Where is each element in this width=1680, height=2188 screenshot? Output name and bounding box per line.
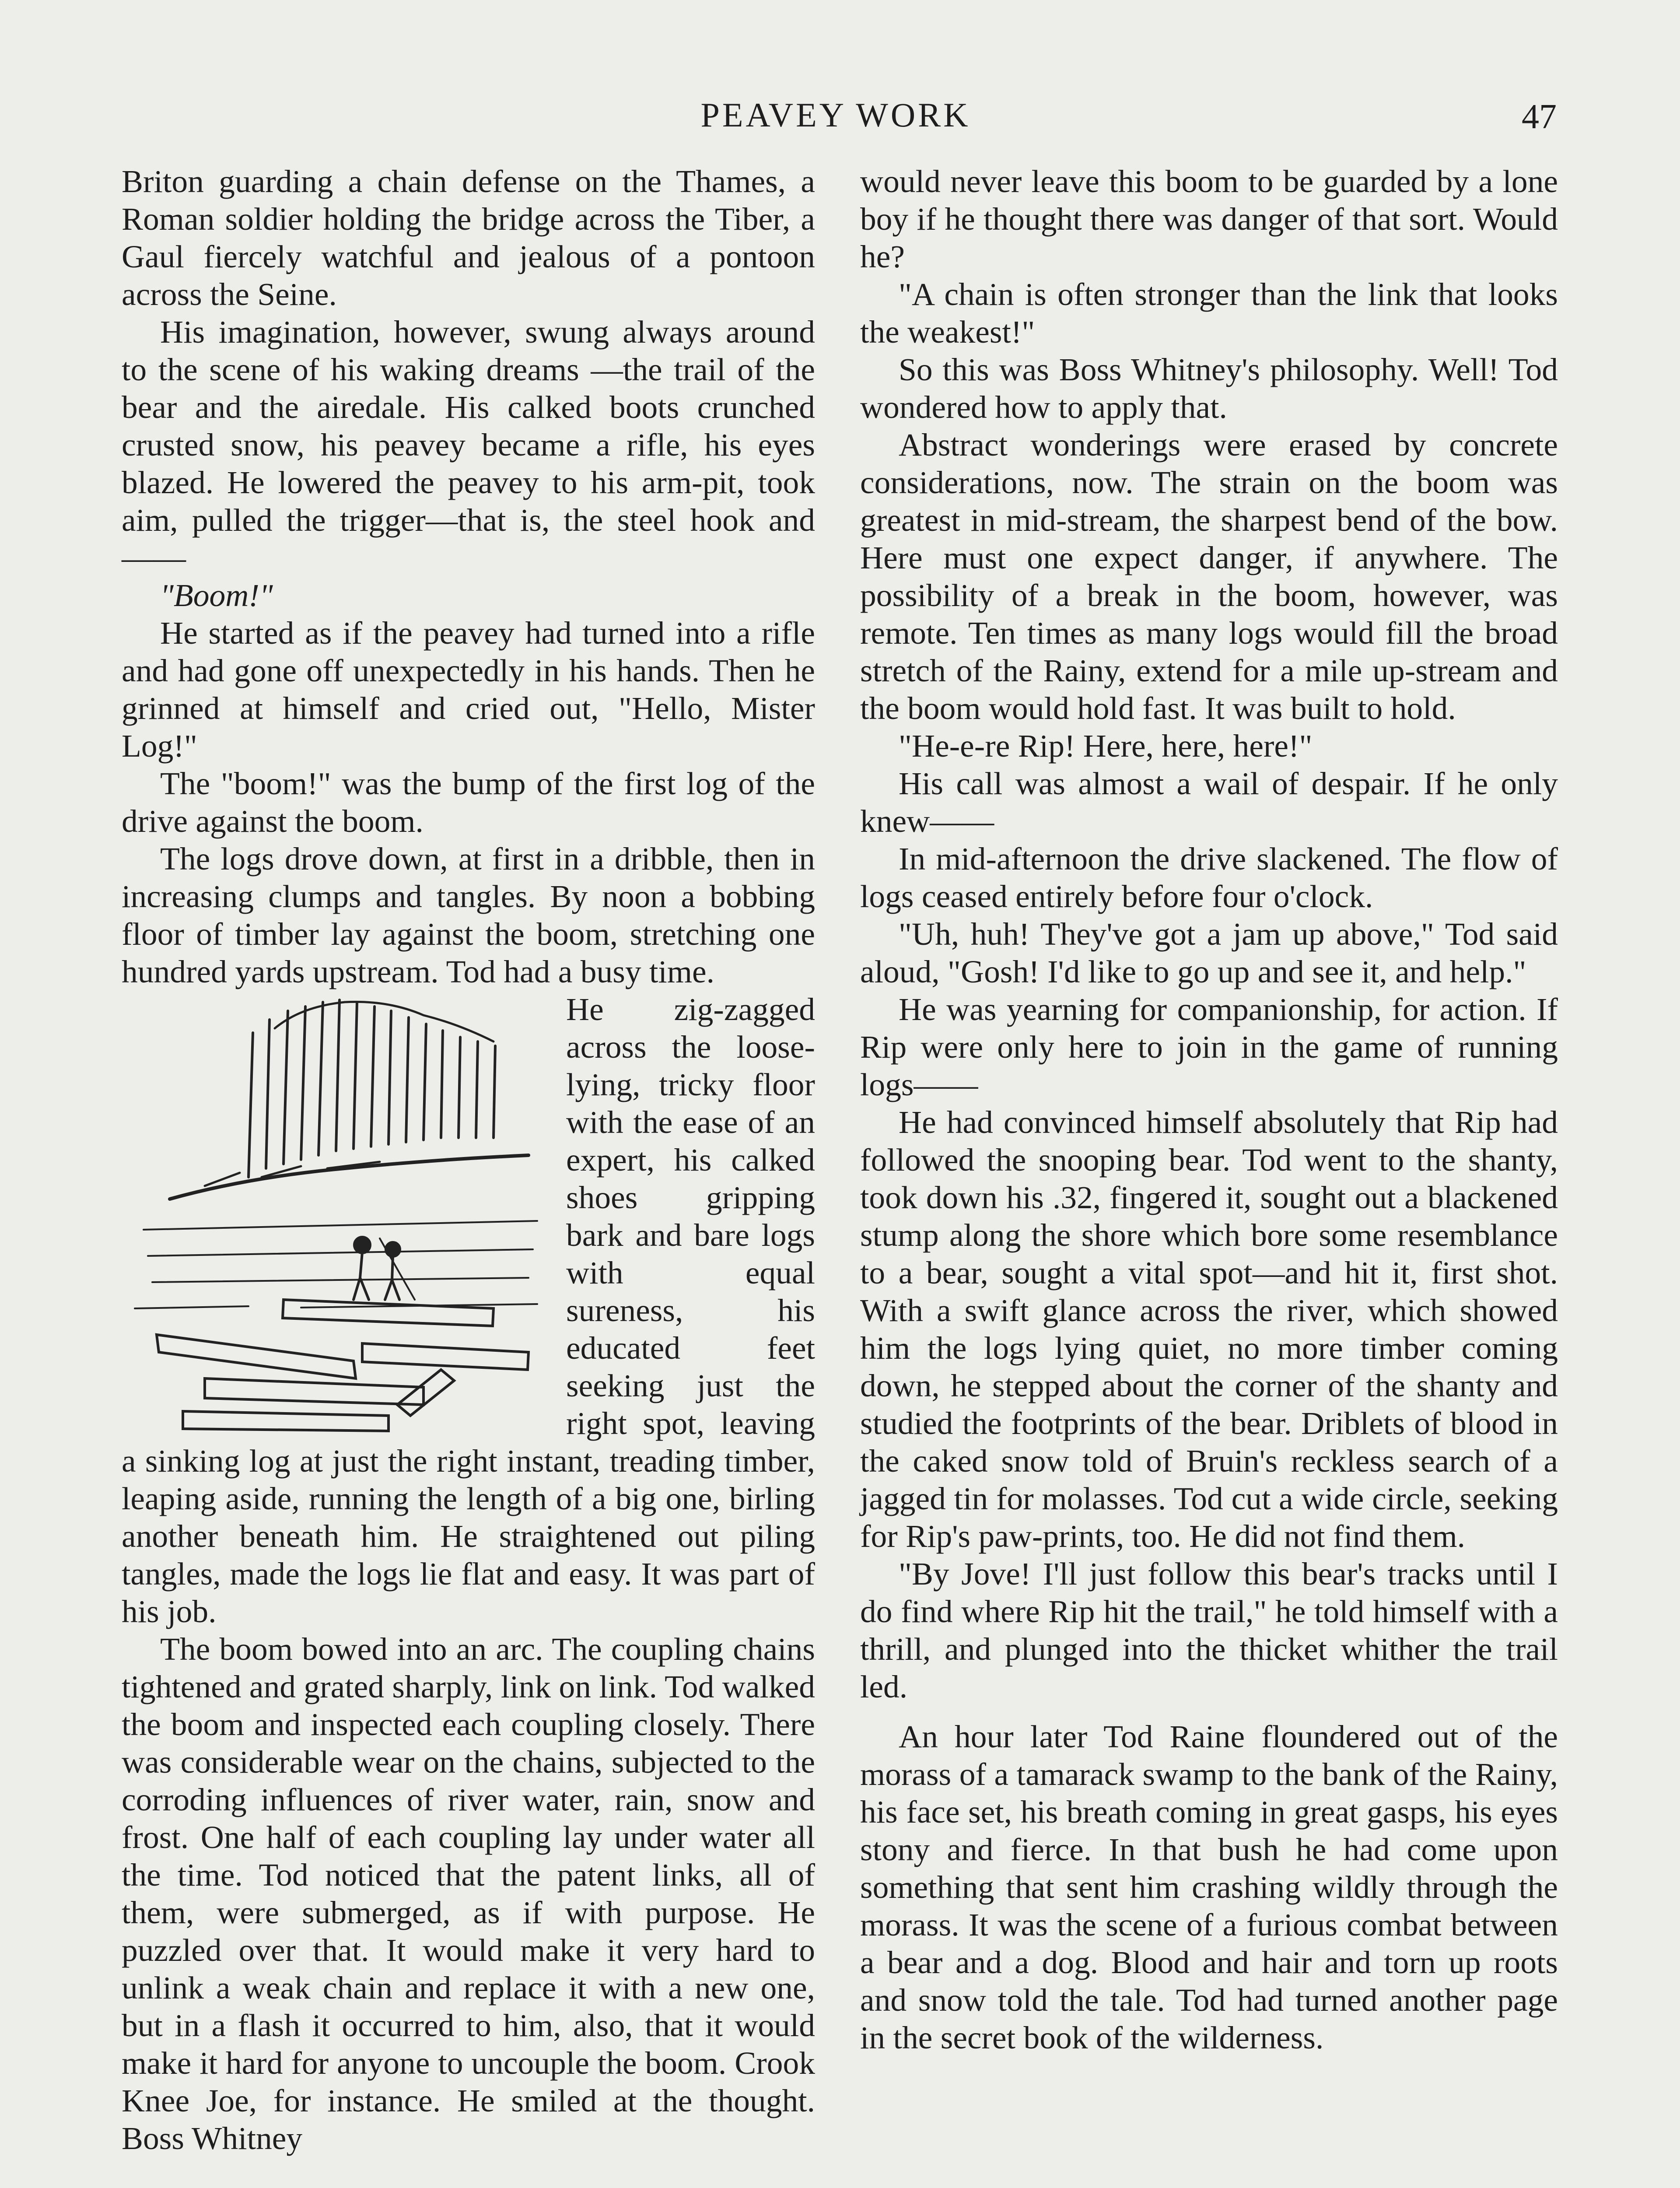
page-number: 47 bbox=[1522, 98, 1557, 136]
paragraph: He zig-zagged across the loose-lying, tricky floor with the ease of an expert, his calked shoes gripping bark and bare logs with equal sureness, his educated feet seeking just the right spot, leaving a sinking log at just the right instant, treading timber, leaping aside, running the length of a big one, birling another beneath him. He straightened out piling tangles, made the logs lie flat and easy. It was part of his job. bbox=[122, 992, 815, 1629]
paragraph: The boom bowed into an arc. The coupling chains tightened and grated sharply, link on link. Tod walked the boom and inspected each coupling closely. There was considerable wear on the chains, subjected to the corroding influences of river water, rain, snow and frost. One half of each coupling lay under water all the time. Tod noticed that the patent links, all of them, were submerged, as if with purpose. He puzzled over that. It would make it very hard to unlink a weak chain and replace it with a new one, but in a flash it occurred to him, also, that it would make it hard for anyone to uncouple the boom. Crook Knee Joe, for instance. He smiled at the thought. Boss Whitney bbox=[122, 1631, 815, 2156]
running-title: PEAVEY WORK bbox=[700, 96, 971, 134]
paragraph: An hour later Tod Raine floundered out of the morass of a tamarack swamp to the bank of the Rainy, his face set, his breath coming in great gasps, his eyes stony and fierce. In that bush he had come upon something that sent him crashing wildly through the morass. It was the scene of a furious combat between a bear and a dog. Blood and hair and torn up roots and snow told the tale. Tod had turned another page in the secret book of the wilderness. bbox=[860, 1719, 1558, 2055]
right-text-column bbox=[860, 163, 1558, 2057]
paragraph: would never leave this boom to be guarded by a lone boy if he thought there was danger of that sort. Would he? bbox=[860, 164, 1558, 274]
paragraph: The "boom!" was the bump of the first log of the drive against the boom. bbox=[122, 766, 815, 839]
paragraph: The logs drove down, at first in a dribble, then in increasing clumps and tangles. By noon a bobbing floor of timber lay against the boom, stretching one hundred yards upstream. Tod had a busy time. bbox=[122, 841, 815, 989]
paragraph: "By Jove! I'll just follow this bear's tracks until I do find where Rip hit the trail," he told himself with a thrill, and plunged into the thicket whither the trail led. bbox=[860, 1556, 1558, 1704]
log-drive-illustration bbox=[117, 993, 555, 1433]
left-text-column bbox=[122, 163, 815, 2157]
paragraph: "A chain is often stronger than the link that looks the weakest!" bbox=[860, 277, 1558, 350]
paragraph: His call was almost a wail of despair. If he only knew—— bbox=[860, 766, 1558, 839]
paragraph: Briton guarding a chain defense on the Thames, a Roman soldier holding the bridge across the Tiber, a Gaul fiercely watchful and jealous of a pontoon across the Seine. bbox=[122, 164, 815, 312]
paragraph: He had convinced himself absolutely that Rip had followed the snooping bear. Tod went to the shanty, took down his .32, fingered it, sought out a blackened stump along the shore which bore some resemblance to a bear, sought a vital spot—and hit it, first shot. With a swift glance across the river, which showed him the logs lying quiet, no more timber coming down, he stepped about the corner of the shanty and studied the footprints of the bear. Driblets of blood in the caked snow told of Bruin's reckless search of a jagged tin for molasses. Tod cut a wide circle, seeking for Rip's paw-prints, too. He did not find them. bbox=[860, 1105, 1558, 1554]
paragraph: He was yearning for companionship, for action. If Rip were only here to join in the game of running logs—— bbox=[860, 992, 1558, 1102]
paragraph: His imagination, however, swung always around to the scene of his waking dreams —the trail of the bear and the airedale. His calked boots crunched crusted snow, his peavey became a rifle, his eyes blazed. He lowered the peavey to his arm-pit, took aim, pulled the trigger—that is, the steel hook and—— bbox=[122, 314, 815, 575]
log-drive-drawing bbox=[117, 993, 555, 1433]
paragraph: So this was Boss Whitney's philosophy. Well! Tod wondered how to apply that. bbox=[860, 352, 1558, 425]
wrapped-paragraph bbox=[122, 991, 815, 1630]
paragraph: He started as if the peavey had turned into a rifle and had gone off unexpectedly in his hands. Then he grinned at himself and cried out, "Hello, Mister Log!" bbox=[122, 615, 815, 764]
paragraph: "He-e-re Rip! Here, here, here!" bbox=[899, 728, 1312, 764]
paragraph: Abstract wonderings were erased by concrete considerations, now. The strain on the boom was greatest in mid-stream, the sharpest bend of the bow. Here must one expect danger, if anywhere. The possibility of a break in the boom, however, was remote. Ten times as many logs would fill the broad stretch of the Rainy, extend for a mile up-stream and the boom would hold fast. It was built to hold. bbox=[860, 427, 1558, 726]
paragraph: "Boom!" bbox=[160, 578, 273, 613]
paragraph: "Uh, huh! They've got a jam up above," Tod said aloud, "Gosh! I'd like to go up and see it, and help." bbox=[860, 916, 1558, 989]
paragraph: In mid-afternoon the drive slackened. The flow of logs ceased entirely before four o'clock. bbox=[860, 841, 1558, 914]
